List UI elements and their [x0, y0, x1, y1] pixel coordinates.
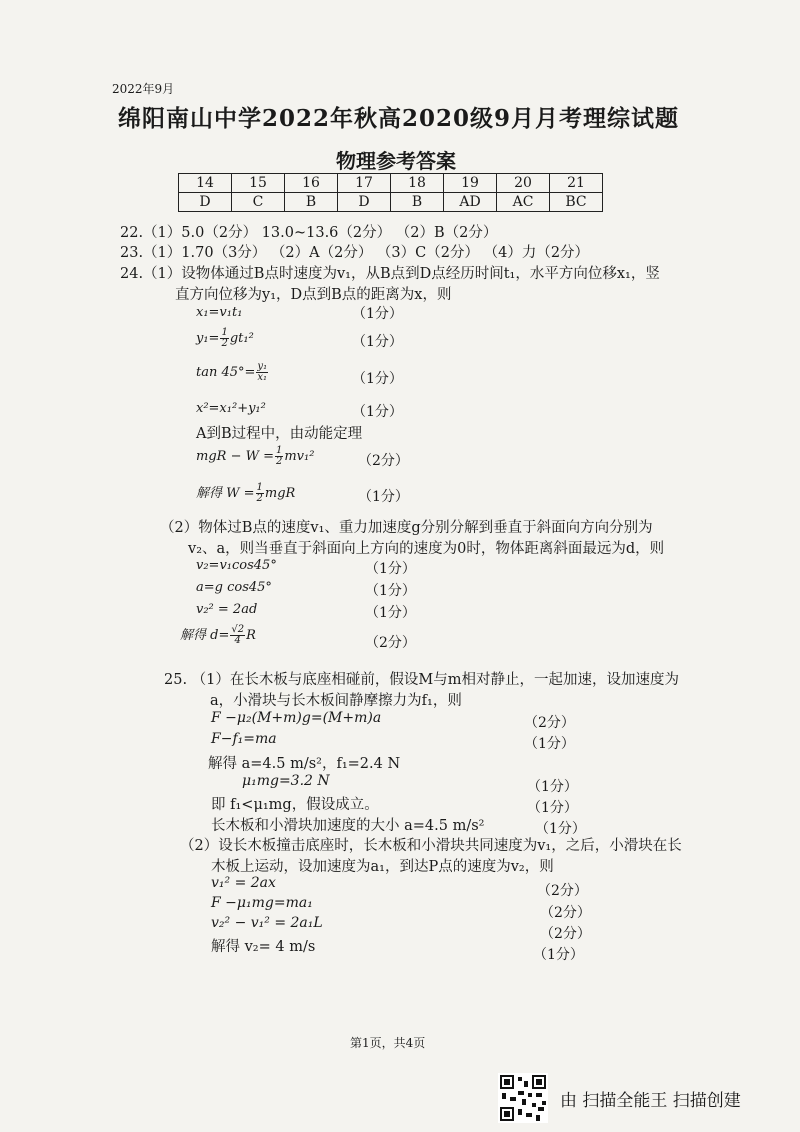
q24-eq1: x₁=v₁t₁	[196, 305, 243, 320]
q23-answer: 23.（1）1.70（3分） （2）A（2分） （3）C（2分） （4）力（2分）	[120, 245, 590, 261]
qr-code-icon	[498, 1073, 548, 1123]
q25-points8: （2分）	[540, 926, 591, 942]
q24-points6: （1分）	[358, 489, 409, 505]
answer-cell: AC	[497, 193, 550, 212]
q24-eq6: 解得 W = $\frac{1}{2}$ mgR	[196, 482, 296, 504]
exam-date: 2022年9月	[112, 82, 175, 96]
q25-eq9: v₂² − v₁² = 2a₁L	[211, 915, 323, 931]
question-number: 18	[391, 174, 444, 193]
answer-cell: B	[285, 193, 338, 212]
q25-eq3: 解得 a=4.5 m/s²，f₁=2.4 N	[208, 756, 401, 772]
q24-points2: （1分）	[352, 334, 403, 350]
q24-eq5: mgR − W = $\frac{1}{2}$ mv₁²	[196, 445, 315, 467]
q24-eq4: x²=x₁²+y₁²	[196, 401, 266, 416]
q25-points3: （1分）	[527, 779, 578, 795]
q25-points6: （2分）	[537, 883, 588, 899]
q24-points3: （1分）	[352, 371, 403, 387]
q24-points8: （1分）	[365, 583, 416, 599]
q25-points9: （1分）	[533, 947, 584, 963]
q24-eq7: v₂=v₁cos45°	[196, 558, 277, 573]
q24-eq3: tan 45°= $\frac{\text{y₁}}{\text{x₁}}$	[196, 361, 268, 383]
question-number: 21	[550, 174, 603, 193]
q24-points4: （1分）	[352, 404, 403, 420]
answer-subtitle: 物理参考答案	[336, 149, 456, 173]
question-number: 17	[338, 174, 391, 193]
q24-text-ab: A到B过程中，由动能定理	[196, 426, 363, 442]
q25-part2-line2: 木板上运动，设加速度为a₁，到达P点的速度为v₂，则	[211, 859, 554, 875]
answer-cell: BC	[550, 193, 603, 212]
page-footer: 第1页，共4页	[350, 1036, 426, 1050]
question-number: 20	[497, 174, 550, 193]
question-number: 19	[444, 174, 497, 193]
q24-points9: （1分）	[365, 605, 416, 621]
q24-points10: （2分）	[365, 635, 416, 651]
q25-eq6: 长木板和小滑块加速度的大小 a=4.5 m/s²	[211, 818, 485, 834]
q24-points5: （2分）	[358, 453, 409, 469]
q24-part2-line2: v₂、a，则当垂直于斜面向上方向的速度为0时，物体距离斜面最远为d，则	[188, 541, 665, 557]
question-number: 14	[179, 174, 232, 193]
q25-eq7: v₁² = 2ax	[211, 875, 276, 891]
q24-part2-line1: （2）物体过B点的速度v₁、重力加速度g分别分解到垂直于斜面向方向分别为	[160, 520, 653, 536]
q25-intro-line2: a，小滑块与长木板间静摩擦力为f₁，则	[210, 693, 462, 709]
question-number: 15	[232, 174, 285, 193]
q25-eq2: F−f₁=ma	[211, 731, 277, 747]
q25-eq5: 即 f₁<μ₁mg，假设成立。	[211, 797, 379, 813]
q22-answer: 22.（1）5.0（2分） 13.0~13.6（2分） （2）B（2分）	[120, 225, 498, 241]
q24-eq9: v₂² = 2ad	[196, 602, 258, 617]
q24-points7: （1分）	[365, 561, 416, 577]
answer-table-numbers-row	[179, 174, 603, 193]
answer-cell: B	[391, 193, 444, 212]
answer-cell: D	[179, 193, 232, 212]
answer-table	[178, 173, 603, 212]
scanner-watermark: 由 扫描全能王 扫描创建	[560, 1091, 741, 1111]
q24-intro-line2: 直方向位移为y₁，D点到B点的距离为x，则	[175, 287, 452, 303]
q25-points1: （2分）	[524, 715, 575, 731]
q25-eq8: F −μ₁mg=ma₁	[211, 895, 313, 911]
q25-points2: （1分）	[524, 736, 575, 752]
q25-part2-line1: （2）设长木板撞击底座时，长木板和小滑块共同速度为v₁，之后，小滑块在长	[180, 838, 682, 854]
q25-eq1: F −μ₂(M+m)g=(M+m)a	[211, 710, 382, 726]
q24-intro-line1: 24.（1）设物体通过B点时速度为v₁，从B点到D点经历时间t₁，水平方向位移x₁，竖	[120, 266, 660, 282]
q25-points5: （1分）	[535, 821, 586, 837]
q25-intro-line1: 25. （1）在长木板与底座相碰前，假设M与m相对静止，一起加速，设加速度为	[164, 672, 679, 688]
q25-eq10: 解得 v₂= 4 m/s	[211, 939, 316, 955]
answer-cell: AD	[444, 193, 497, 212]
question-number: 16	[285, 174, 338, 193]
exam-title: 绵阳南山中学2022年秋高2020级9月月考理综试题	[118, 105, 680, 132]
answer-table-answers-row	[179, 193, 603, 212]
q25-points7: （2分）	[540, 905, 591, 921]
q25-points4: （1分）	[527, 800, 578, 816]
q25-eq4: μ₁mg=3.2 N	[242, 773, 330, 789]
answer-cell: D	[338, 193, 391, 212]
q24-eq2: y₁= $\frac{1}{2}$ gt₁²	[196, 327, 254, 349]
q24-eq8: a=g cos45°	[196, 580, 272, 595]
q24-points1: （1分）	[352, 306, 403, 322]
q24-eq10: 解得 d= $\frac{√2}{4}$ R	[180, 624, 256, 646]
answer-cell: C	[232, 193, 285, 212]
